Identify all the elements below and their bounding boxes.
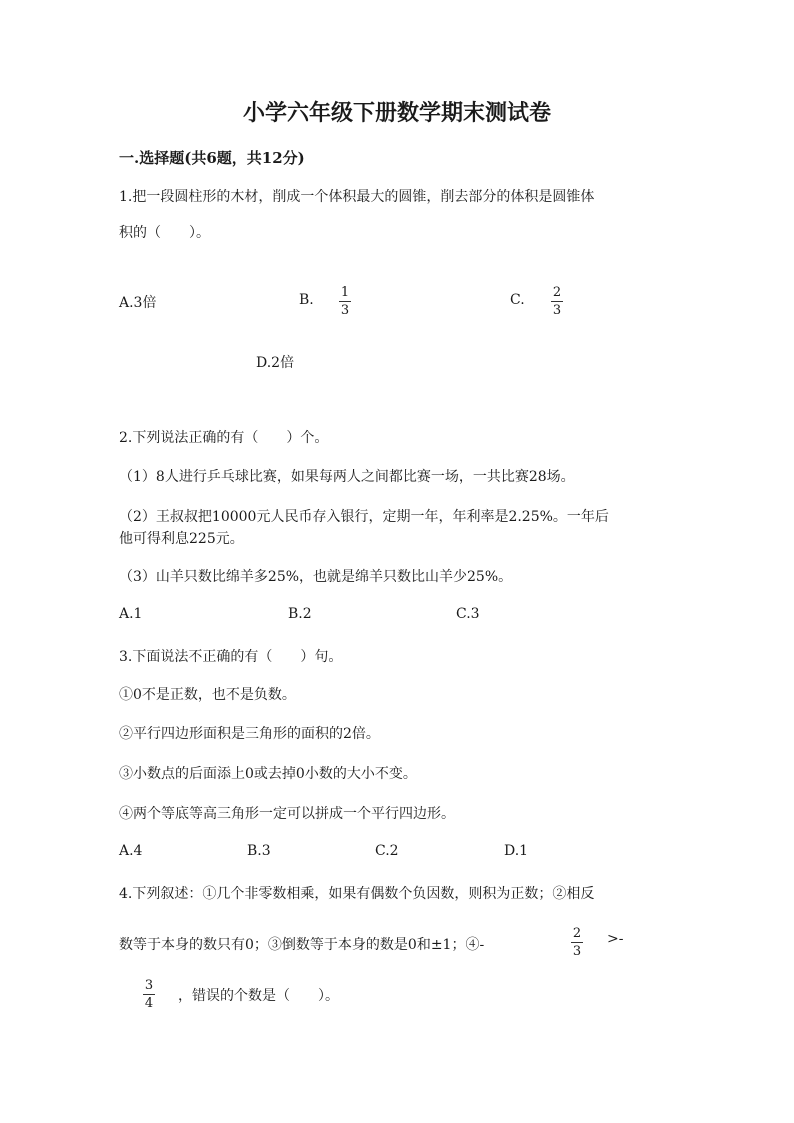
q1-option-a: A.3倍 bbox=[119, 295, 157, 311]
q1-option-c-label: C. bbox=[510, 292, 525, 308]
q2-option-a: A.1 bbox=[119, 606, 143, 622]
q1-line2: 积的（ ）。 bbox=[119, 225, 210, 241]
section-heading: 一.选择题(共6题，共12分) bbox=[119, 149, 305, 167]
fraction-denominator: 3 bbox=[552, 303, 562, 318]
q2-statement-1: （1）8人进行乒乓球比赛，如果每两人之间都比赛一场，一共比赛28场。 bbox=[119, 469, 575, 485]
q3-option-d: D.1 bbox=[504, 843, 529, 859]
fraction-numerator: 3 bbox=[144, 978, 154, 993]
q1-option-c-fraction bbox=[551, 285, 563, 318]
q3-statement-4: ④两个等底等高三角形一定可以拼成一个平行四边形。 bbox=[119, 806, 455, 822]
q2-statement-2b: 他可得利息225元。 bbox=[119, 531, 244, 547]
q3-stem: 3.下面说法不正确的有（ ）句。 bbox=[119, 649, 343, 665]
fraction-bar bbox=[143, 994, 155, 995]
q2-statement-3: （3）山羊只数比绵羊多25%，也就是绵羊只数比山羊少25%。 bbox=[119, 569, 513, 585]
q4-line2: 数等于本身的数只有0；③倒数等于本身的数是0和±1；④- bbox=[119, 937, 485, 953]
fraction-denominator: 3 bbox=[572, 944, 582, 959]
q3-statement-1: ①0不是正数，也不是负数。 bbox=[119, 687, 296, 703]
q1-line1: 1.把一段圆柱形的木材，削成一个体积最大的圆锥，削去部分的体积是圆锥体 bbox=[119, 189, 595, 205]
q3-statement-3: ③小数点的后面添上0或去掉0小数的大小不变。 bbox=[119, 766, 417, 782]
q2-option-c: C.3 bbox=[456, 606, 480, 622]
q1-option-d: D.2倍 bbox=[256, 355, 295, 371]
q2-option-b: B.2 bbox=[288, 606, 312, 622]
q3-option-a: A.4 bbox=[119, 843, 143, 859]
fraction-bar bbox=[339, 301, 351, 302]
fraction-denominator: 3 bbox=[340, 303, 350, 318]
q3-statement-2: ②平行四边形面积是三角形的面积的2倍。 bbox=[119, 726, 380, 742]
q4-line1: 4.下列叙述：①几个非零数相乘，如果有偶数个负因数，则积为正数；②相反 bbox=[119, 886, 595, 902]
fraction-numerator: 2 bbox=[572, 926, 582, 941]
q3-option-c: C.2 bbox=[375, 843, 399, 859]
q2-statement-2a: （2）王叔叔把10000元人民币存入银行，定期一年，年利率是2.25%。一年后 bbox=[119, 509, 609, 525]
page-title: 小学六年级下册数学期末测试卷 bbox=[242, 100, 551, 126]
q2-stem: 2.下列说法正确的有（ ）个。 bbox=[119, 430, 329, 446]
fraction-denominator: 4 bbox=[144, 996, 154, 1011]
fraction-numerator: 1 bbox=[340, 285, 350, 300]
q4-line3: ，错误的个数是（ ）。 bbox=[178, 988, 339, 1004]
q1-option-b-fraction bbox=[339, 285, 351, 318]
fraction-bar bbox=[571, 942, 583, 943]
q3-option-b: B.3 bbox=[247, 843, 271, 859]
fraction-numerator: 2 bbox=[552, 285, 562, 300]
fraction-bar bbox=[551, 301, 563, 302]
q4-fraction-1 bbox=[571, 926, 583, 959]
q4-fraction-2 bbox=[143, 978, 155, 1011]
q4-greater-than: >- bbox=[607, 931, 624, 947]
q1-option-b-label: B. bbox=[299, 292, 314, 308]
